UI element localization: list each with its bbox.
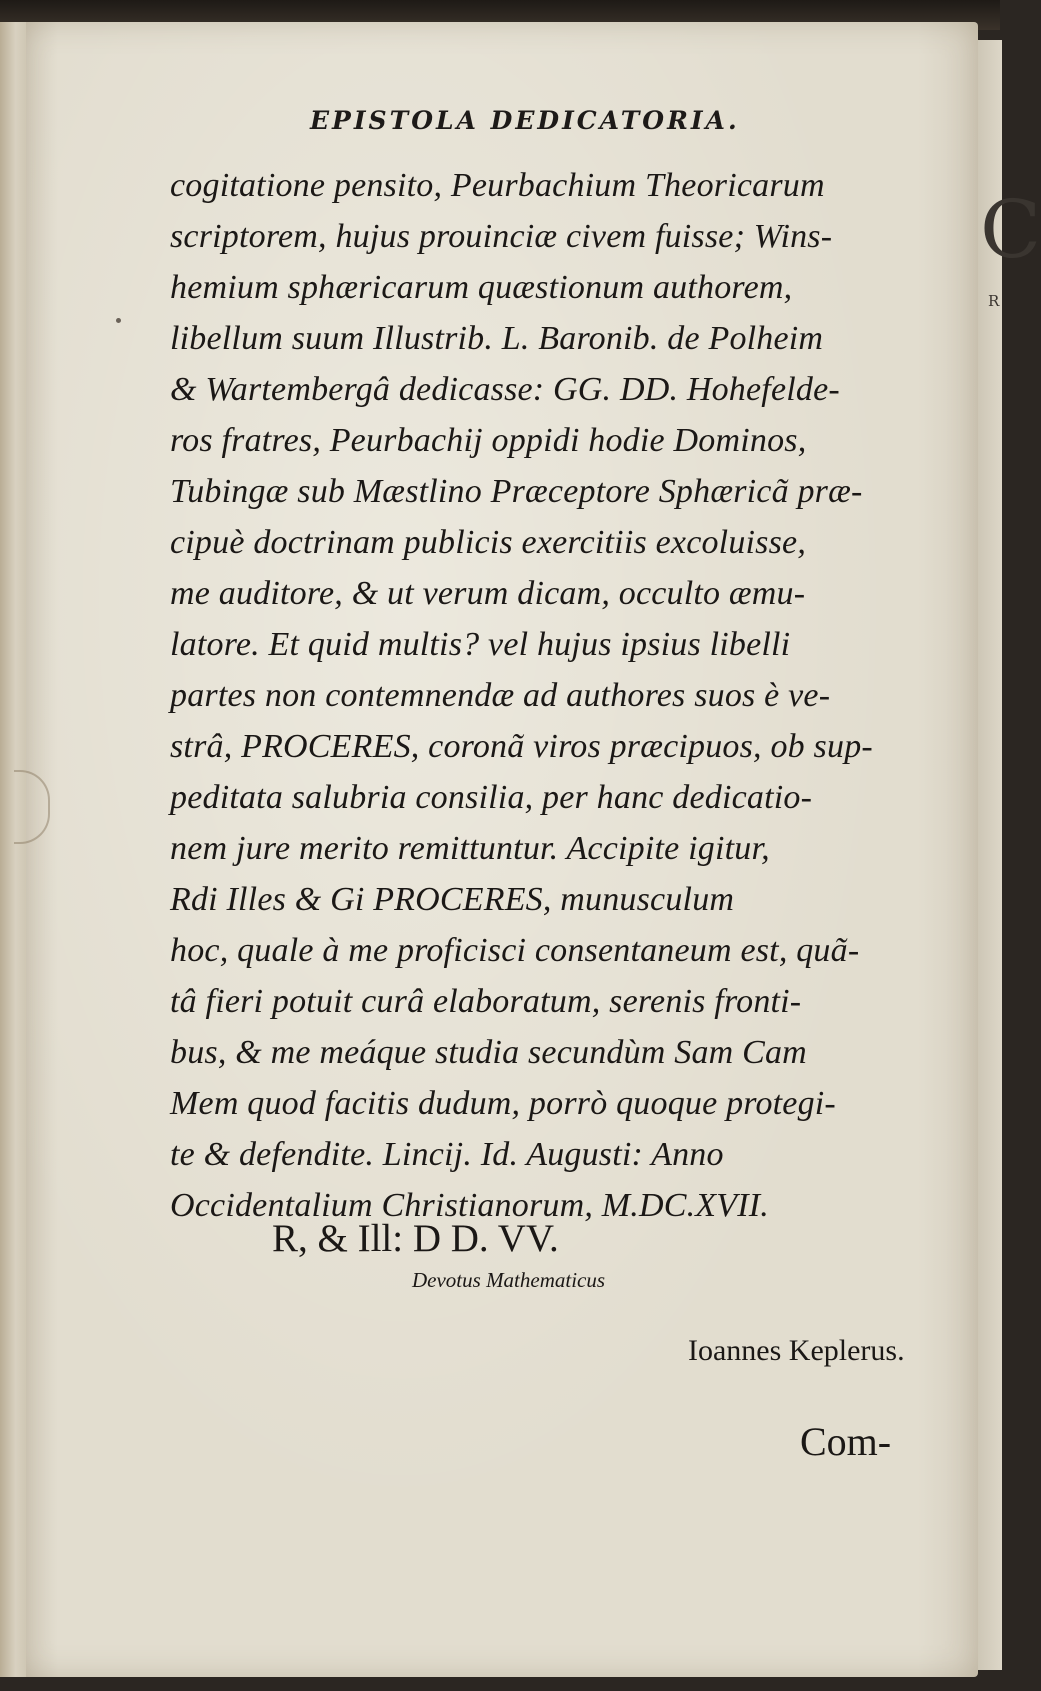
text-line: bus, & me meáque studia secundùm Sam Cam (170, 1034, 807, 1071)
signature-name: Ioannes Keplerus. (688, 1334, 905, 1367)
text-line: Mem quod facitis dudum, porrò quoque protegi- (170, 1085, 836, 1122)
text-line: cipuè doctrinam publicis exercitiis excoluisse, (170, 524, 807, 561)
signature-title: Devotus Mathematicus (412, 1268, 606, 1292)
text-line: scriptorem, hujus prouinciæ civem fuisse; Wins- (170, 218, 833, 255)
signature-salutation: R, & Ill: D D. VV. (272, 1217, 559, 1260)
text-line: ros fratres, Peurbachij oppidi hodie Dominos, (170, 422, 807, 459)
text-line: hoc, quale à me proficisci consentaneum est, quã- (170, 932, 860, 969)
running-header: EPISTOLA DEDICATORIA. (310, 106, 740, 135)
text-line: latore. Et quid multis? vel hujus ipsius libelli (170, 626, 791, 663)
text-line: Tubingæ sub Mæstlino Præceptore Sphæricã præ- (170, 473, 863, 510)
text-line: strâ, PROCERES, coronã viros præcipuos, ob sup- (170, 728, 873, 765)
next-page-small-glyph: R (988, 292, 1000, 310)
text-line: & Wartembergâ dedicasse: GG. DD. Hohefelde- (170, 371, 840, 408)
text-line: cogitatione pensito, Peurbachium Theoricarum (170, 167, 825, 204)
text-line: hemium sphæricarum quæstionum authorem, (170, 269, 793, 306)
dedication-text (170, 160, 932, 1231)
text-line: te & defendite. Lincij. Id. Augusti: Anno (170, 1136, 724, 1173)
text-line: peditata salubria consilia, per hanc dedicatio- (170, 779, 813, 816)
text-line: tâ fieri potuit curâ elaboratum, serenis fronti- (170, 983, 802, 1020)
text-line: Rdi Illes & Gi PROCERES, munusculum (170, 881, 735, 918)
text-line: libellum suum Illustrib. L. Baronib. de Polheim (170, 320, 824, 357)
text-line: partes non contemnendæ ad authores suos è ve- (170, 677, 831, 714)
catchword: Com- (800, 1419, 892, 1464)
next-page-glyph: C (980, 183, 1041, 276)
text-line: nem jure merito remittuntur. Accipite igitur, (170, 830, 770, 867)
page-gutter (0, 22, 26, 1677)
text-line: Occidentalium Christianorum, M.DC.XVII. (170, 1187, 769, 1224)
ink-dot (116, 318, 121, 323)
text-line: me auditore, & ut verum dicam, occulto æmu- (170, 575, 806, 612)
